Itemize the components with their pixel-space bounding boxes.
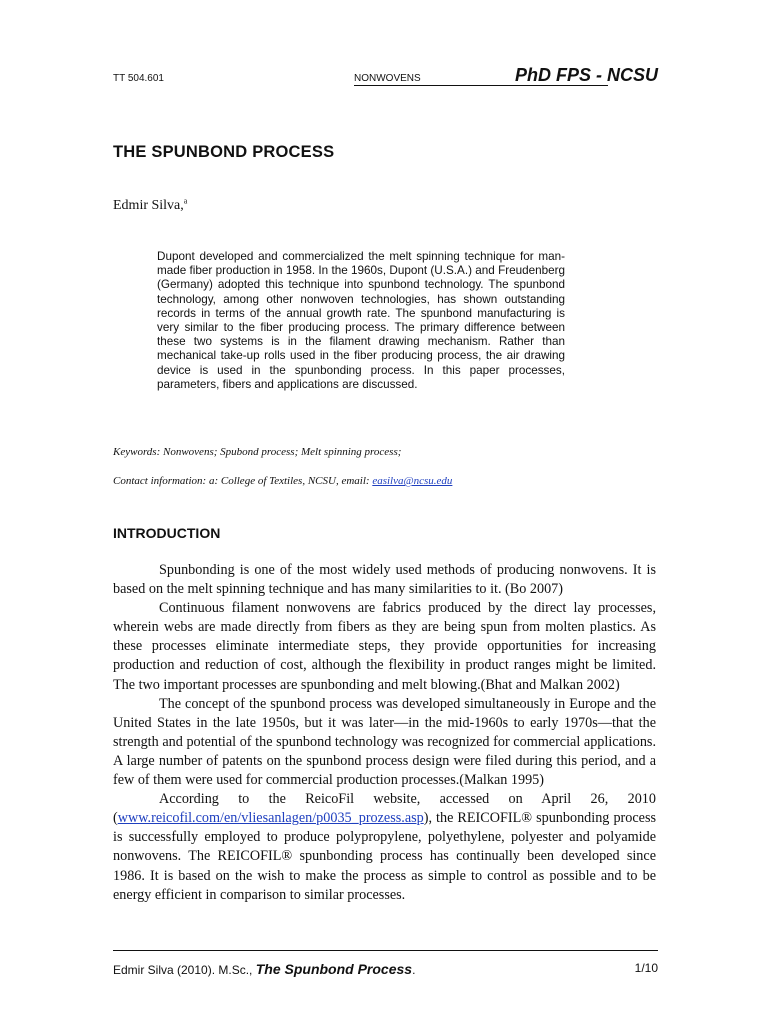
header-topic: NONWOVENS — [354, 73, 421, 84]
paper-title: THE SPUNBOND PROCESS — [113, 143, 335, 161]
paragraph: The concept of the spunbond process was developed simultaneously in Europe and the United States in the late 1950s, but it was later—in the mid-1960s to early 1970s—that the strength and potential of the spunbond technology was recognized for commercial applications. A large number of patents on the spunbond process design were filed during this period, and a few of them were used for commercial production processes.(Malkan 1995) — [113, 695, 656, 789]
paragraph: Spunbonding is one of the most widely used methods of producing nonwovens. It is based on the melt spinning technique and has many similarities to it. (Bo 2007) — [113, 562, 656, 598]
page-footer — [113, 950, 658, 981]
author-line — [113, 198, 187, 214]
citation-suffix: . — [412, 963, 416, 977]
contact-prefix: Contact information: a: College of Textiles, NCSU, email: — [113, 475, 373, 487]
body-text — [113, 561, 656, 905]
keywords: Keywords: Nonwovens; Spubond process; Melt spinning process; — [113, 446, 402, 458]
footer-citation — [113, 961, 415, 977]
page-header — [113, 64, 658, 86]
reicofil-link[interactable]: www.reicofil.com/en/vliesanlagen/p0035_prozess.asp — [117, 810, 424, 827]
course-code: TT 504.601 — [113, 73, 164, 84]
abstract: Dupont developed and commercialized the melt spinning technique for man-made fiber production in 1958. In the 1960s, Dupont (U.S.A.) and Freudenberg (Germany) adopted this technique into spunbond technology. The spunbond technology, among other nonwoven technologies, has shown outstanding records in terms of the annual growth rate. The spunbond manufacturing is very similar to the fiber producing process. The primary difference between these two systems is in the filament drawing mechanism. Rather than mechanical take-up rolls used in the fiber producing process, the air drawing device is used in the spunbonding process. In this paper processes, parameters, fibers and applications are discussed. — [157, 250, 565, 391]
paragraph-text: According to the ReicoFil website, accessed on April 26, 2010 ( — [113, 791, 656, 827]
page-number: 1/10 — [634, 961, 658, 975]
author-name: Edmir Silva, — [113, 198, 184, 213]
section-heading: INTRODUCTION — [113, 525, 221, 541]
citation-title: The Spunbond Process — [255, 961, 413, 977]
paragraph-text: ), the REICOFIL® spunbonding process is successfully employed to produce polypropylene, polyethylene, polyester and polyamide nonwovens. The REICOFIL® spunbonding process has continually been developed since 1986. It is based on the wish to make the process as simple to control as possible and to be energy efficient in comparison to similar processes. — [113, 810, 656, 903]
affiliation-mark: a — [183, 196, 188, 206]
email-link[interactable]: easilva@ncsu.edu — [372, 475, 453, 487]
citation-prefix: Edmir Silva (2010). M.Sc., — [113, 963, 256, 977]
paragraph — [113, 790, 656, 905]
paragraph: Continuous filament nonwovens are fabrics produced by the direct lay processes, wherein webs are made directly from fibers as they are being spun from molten plastics. As these processes eliminate intermediate steps, they provide opportunities for increasing production and reduction of cost, although the flexibility in product ranges might be limited. The two important processes are spunbonding and melt blowing.(Bhat and Malkan 2002) — [113, 600, 656, 693]
header-program: PhD FPS - NCSU — [514, 65, 658, 85]
contact-info — [113, 475, 452, 487]
